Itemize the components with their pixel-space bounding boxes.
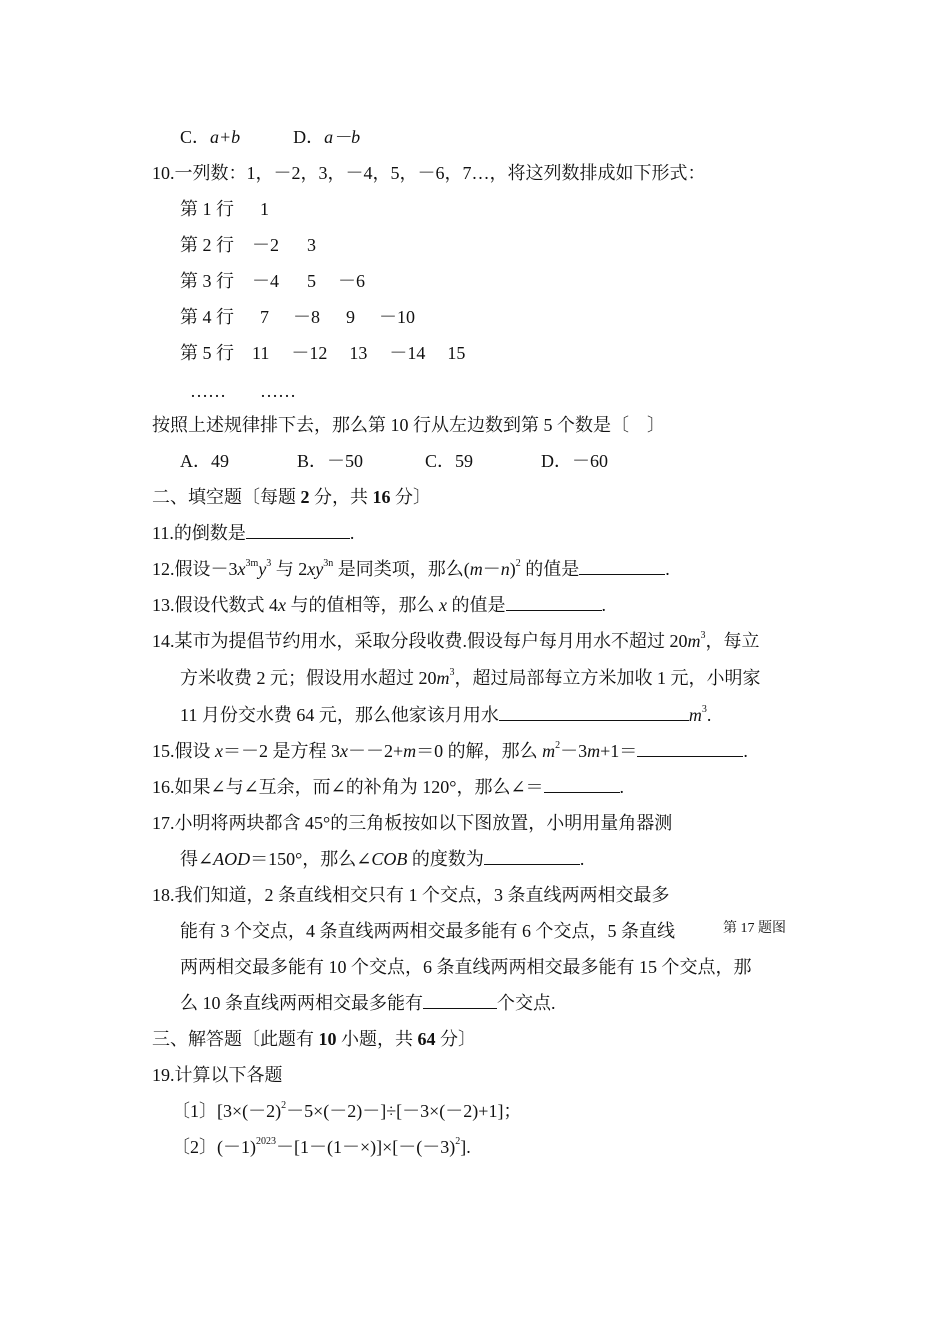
q10-row-3: 第 3 行 －4 5 －6 xyxy=(180,271,365,291)
q10-option-b: B．－50 xyxy=(297,451,364,471)
q10-question: 按照上述规律排下去，那么第 10 行从左边数到第 5 个数是〔 〕 xyxy=(152,415,665,435)
q10-option-d: D．－60 xyxy=(541,451,609,471)
q18-line-4: 么 10 条直线两两相交最多能有 个交点. xyxy=(180,993,556,1013)
q17-line-2: 得∠AOD＝150°，那么∠COB 的度数为 . xyxy=(180,849,585,869)
q14-answer-blank[interactable] xyxy=(499,704,689,721)
q14-line-3: 11 月份交水费 64 元，那么他家该月用水 $m^3$. xyxy=(180,704,712,725)
q13: 13.假设代数式 4x 与的值相等，那么 x 的值是 . xyxy=(152,595,606,615)
q19-sub-1: 〔1〕$[3\times(-2)^2-5\times(-2)-]\div[-3\times(-2)+1]$； xyxy=(172,1100,522,1121)
q15-answer-blank[interactable] xyxy=(637,740,743,757)
figure-17-caption: 第 17 题图 xyxy=(723,921,786,936)
q10-ellipsis: …… …… xyxy=(190,381,296,401)
q10-option-a: A．49 xyxy=(180,451,229,471)
q10-row-4: 第 4 行 7 －8 9 －10 xyxy=(180,307,415,327)
q19-stem: 19.计算以下各题 xyxy=(152,1065,283,1085)
q17-line-1: 17.小明将两块都含 45°的三角板按如以下图放置，小明用量角器测 xyxy=(152,813,673,833)
q14-line-1: 14.某市为提倡节约用水，采取分段收费.假设每户每月用水不超过 $20m^3$，每立 xyxy=(152,630,760,651)
q14-line-2: 方米收费 2 元；假设用水超过 $20m^3$，超过局部每立方米加收 1 元，小明家 xyxy=(180,667,761,688)
q10-row-1: 第 1 行 1 xyxy=(180,199,269,219)
q18-line-1: 18.我们知道，2 条直线相交只有 1 个交点，3 条直线两两相交最多 xyxy=(152,885,670,905)
q9-options xyxy=(180,126,360,148)
q10-options xyxy=(180,450,608,472)
q15: 15.假设 x＝－2 是方程 3x－－2+m＝0 的解，那么 $m^2-3m+1=$ . xyxy=(152,740,748,761)
q17-answer-blank[interactable] xyxy=(484,848,580,865)
q19-sub-2: 〔2〕$(-1)^{2023}-[1-(1-\times)]\times[-(-3)^2]$. xyxy=(172,1136,471,1157)
q9-option-d: D．a－b xyxy=(293,127,361,147)
q13-answer-blank[interactable] xyxy=(506,594,602,611)
q16-answer-blank[interactable] xyxy=(544,776,620,793)
q12: 12.假设$-3x^{3m}y^3$ 与 $2xy^{3n}$ 是同类项，那么$(m-n)^2$ 的值是 . xyxy=(152,558,670,579)
q12-answer-blank[interactable] xyxy=(579,558,665,575)
q9-option-c: C．a+b xyxy=(180,127,241,147)
q10-stem: 10.一列数：1，－2，3，－4，5，－6，7…，将这列数排成如下形式： xyxy=(152,163,706,183)
q10-option-c: C．59 xyxy=(425,451,474,471)
q18-answer-blank[interactable] xyxy=(423,992,497,1009)
q11: 11.的倒数是 . xyxy=(152,523,355,543)
q18-line-3: 两两相交最多能有 10 个交点，6 条直线两两相交最多能有 15 个交点，那 xyxy=(180,957,752,977)
q18-line-2: 能有 3 个交点，4 条直线两两相交最多能有 6 个交点，5 条直线 xyxy=(180,921,675,941)
q11-answer-blank[interactable] xyxy=(246,522,350,539)
q16: 16.如果∠与∠互余，而∠的补角为 120°，那么∠＝ . xyxy=(152,777,625,797)
section-3-heading: 三、解答题〔此题有 10 小题，共 64 分〕 xyxy=(152,1029,476,1049)
section-2-heading: 二、填空题〔每题 2 分，共 16 分〕 xyxy=(152,487,431,507)
q10-row-2: 第 2 行 －2 3 xyxy=(180,235,316,255)
q10-row-5: 第 5 行 11 －12 13 －14 15 xyxy=(180,343,466,363)
